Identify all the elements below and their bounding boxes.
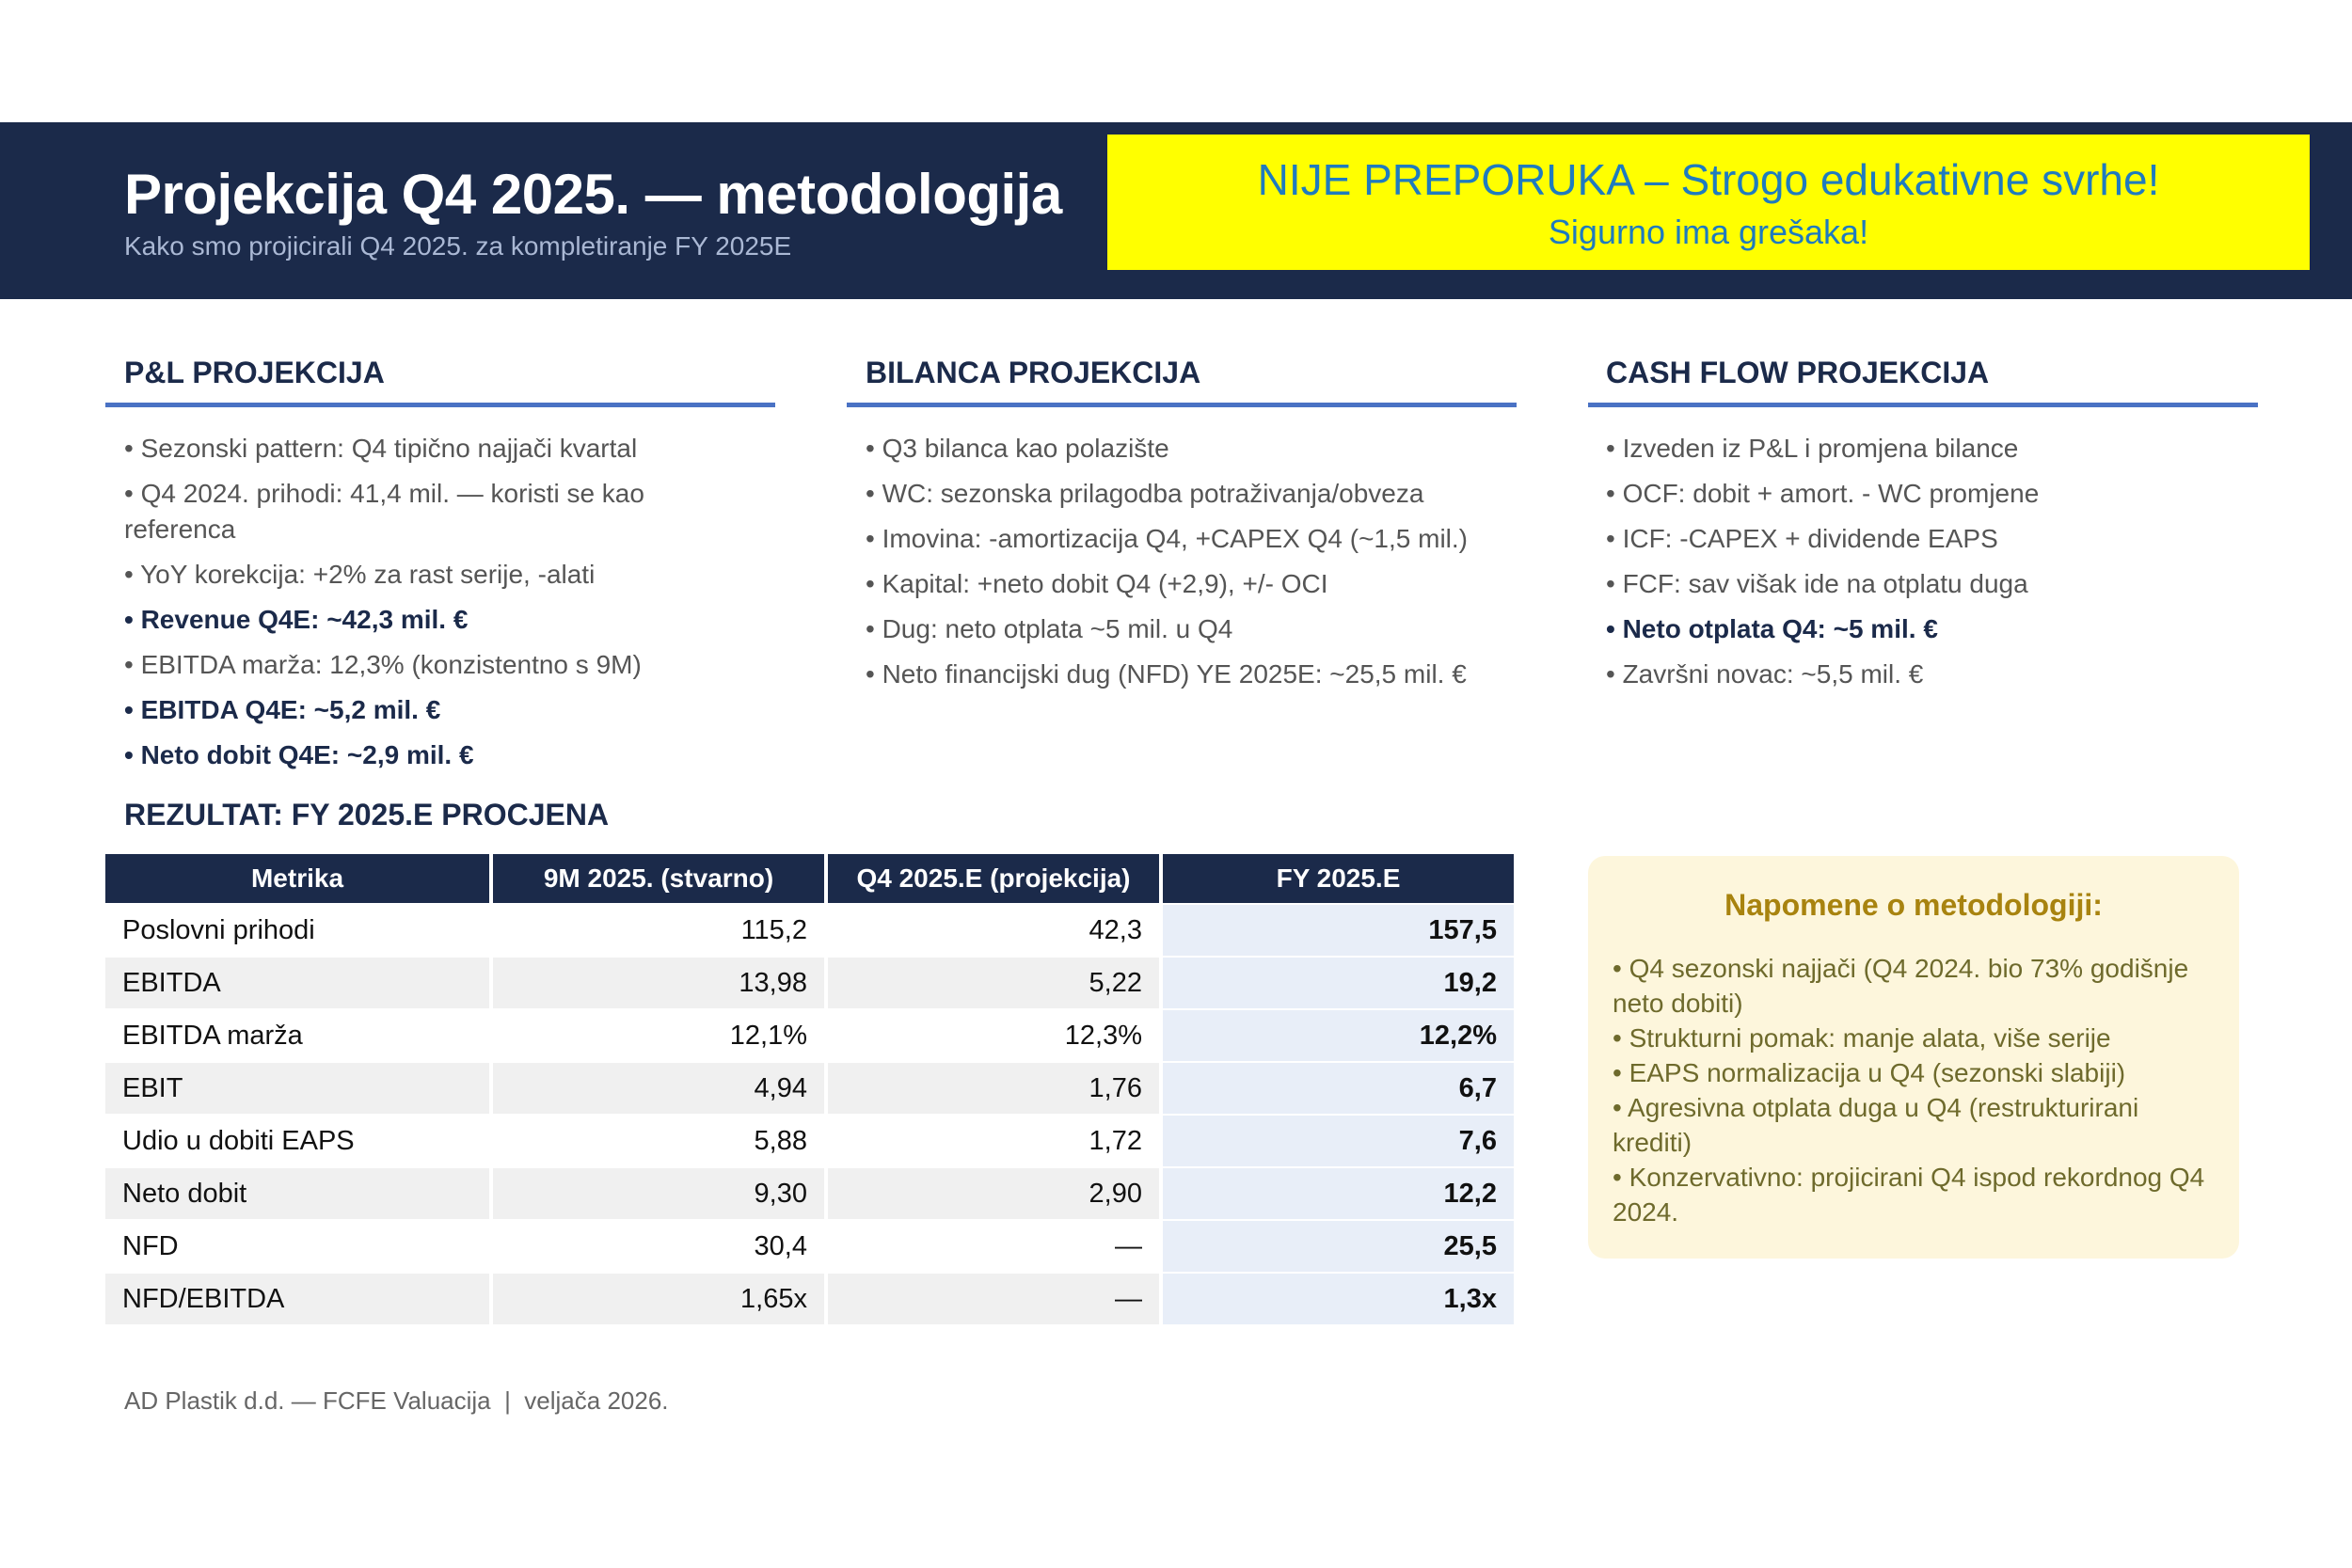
fy-cell: 25,5 (1163, 1219, 1514, 1272)
bilanca-list (866, 431, 1524, 702)
table-header-row (105, 854, 1514, 903)
list-item: • YoY korekcija: +2% za rast serije, -alati (124, 560, 596, 589)
table-row (105, 1272, 1514, 1324)
fy-cell: 12,2 (1163, 1166, 1514, 1219)
list-item: • Strukturni pomak: manje alata, više serije (1613, 1023, 2111, 1053)
table-row (105, 956, 1514, 1008)
actual-cell: 9,30 (493, 1166, 824, 1219)
disclaimer-line-2: Sigurno ima grešaka! (1548, 213, 1869, 251)
fy-cell: 6,7 (1163, 1061, 1514, 1114)
footer-text: AD Plastik d.d. — FCFE Valuacija | veljača 2026. (124, 1386, 669, 1415)
list-item: • Dug: neto otplata ~5 mil. u Q4 (866, 614, 1233, 643)
list-item: • Agresivna otplata duga u Q4 (restrukturirani krediti) (1613, 1093, 2139, 1157)
metric-cell: Poslovni prihodi (105, 903, 489, 956)
page-title: Projekcija Q4 2025. — metodologija (124, 163, 1062, 226)
actual-cell: 12,1% (493, 1008, 824, 1061)
projection-cell: — (828, 1219, 1159, 1272)
actual-cell: 4,94 (493, 1061, 824, 1114)
actual-cell: 30,4 (493, 1219, 824, 1272)
projection-cell: 1,72 (828, 1114, 1159, 1166)
projection-cell: 42,3 (828, 903, 1159, 956)
actual-cell: 5,88 (493, 1114, 824, 1166)
table-row (105, 1114, 1514, 1166)
disclaimer-banner (1107, 135, 2310, 270)
list-item: • Q3 bilanca kao polazište (866, 434, 1169, 463)
table-row (105, 903, 1514, 956)
projection-cell: 1,76 (828, 1061, 1159, 1114)
pl-divider (105, 403, 775, 407)
page-subtitle: Kako smo projicirali Q4 2025. za kompletiranje FY 2025E (124, 231, 792, 261)
bilanca-heading: BILANCA PROJEKCIJA (866, 356, 1201, 389)
metric-cell: NFD (105, 1219, 489, 1272)
methodology-notes (1588, 856, 2239, 1259)
list-item: • Neto financijski dug (NFD) YE 2025E: ~25,5 mil. € (866, 659, 1467, 689)
metric-cell: EBIT (105, 1061, 489, 1114)
cashflow-list (1606, 431, 2246, 702)
pl-list (124, 431, 726, 783)
fy-cell: 12,2% (1163, 1008, 1514, 1061)
fy-cell: 157,5 (1163, 903, 1514, 956)
fy-cell: 1,3x (1163, 1272, 1514, 1324)
list-item: • EBITDA marža: 12,3% (konzistentno s 9M) (124, 650, 642, 679)
list-item: • WC: sezonska prilagodba potraživanja/obveza (866, 479, 1424, 508)
column-header: Q4 2025.E (projekcija) (828, 854, 1159, 903)
list-item: • Konzervativno: projicirani Q4 ispod rekordnog Q4 2024. (1613, 1163, 2205, 1227)
list-item: • OCF: dobit + amort. - WC promjene (1606, 479, 2040, 508)
notes-list (1613, 951, 2215, 1229)
projection-cell: 5,22 (828, 956, 1159, 1008)
metric-cell: Neto dobit (105, 1166, 489, 1219)
metric-cell: EBITDA (105, 956, 489, 1008)
metric-cell: NFD/EBITDA (105, 1272, 489, 1324)
cashflow-divider (1588, 403, 2258, 407)
actual-cell: 115,2 (493, 903, 824, 956)
list-item: • Revenue Q4E: ~42,3 mil. € (124, 605, 469, 634)
list-item: • Q4 sezonski najjači (Q4 2024. bio 73% godišnje neto dobiti) (1613, 954, 2189, 1018)
list-item: • Završni novac: ~5,5 mil. € (1606, 659, 1924, 689)
actual-cell: 13,98 (493, 956, 824, 1008)
column-header: Metrika (105, 854, 489, 903)
list-item: • Neto dobit Q4E: ~2,9 mil. € (124, 740, 474, 769)
list-item: • Izveden iz P&L i promjena bilance (1606, 434, 2019, 463)
list-item: • Q4 2024. prihodi: 41,4 mil. — koristi se kao referenca (124, 479, 644, 544)
fy-cell: 7,6 (1163, 1114, 1514, 1166)
result-table (102, 854, 1518, 1324)
actual-cell: 1,65x (493, 1272, 824, 1324)
column-header: FY 2025.E (1163, 854, 1514, 903)
pl-heading: P&L PROJEKCIJA (124, 356, 385, 389)
list-item: • EAPS normalizacija u Q4 (sezonski slabiji) (1613, 1058, 2126, 1087)
bilanca-divider (847, 403, 1517, 407)
list-item: • EBITDA Q4E: ~5,2 mil. € (124, 695, 441, 724)
fy-cell: 19,2 (1163, 956, 1514, 1008)
notes-title: Napomene o metodologiji: (1724, 888, 2103, 922)
cashflow-heading: CASH FLOW PROJEKCIJA (1606, 356, 1990, 389)
disclaimer-line-1: NIJE PREPORUKA – Strogo edukativne svrhe! (1257, 155, 2160, 204)
projection-cell: 2,90 (828, 1166, 1159, 1219)
list-item: • FCF: sav višak ide na otplatu duga (1606, 569, 2028, 598)
list-item: • Sezonski pattern: Q4 tipično najjači kvartal (124, 434, 638, 463)
result-title: REZULTAT: FY 2025.E PROCJENA (124, 798, 610, 832)
list-item: • Imovina: -amortizacija Q4, +CAPEX Q4 (~1,5 mil.) (866, 524, 1469, 553)
table-row (105, 1061, 1514, 1114)
table-row (105, 1166, 1514, 1219)
list-item: • Neto otplata Q4: ~5 mil. € (1606, 614, 1938, 643)
list-item: • Kapital: +neto dobit Q4 (+2,9), +/- OCI (866, 569, 1328, 598)
metric-cell: Udio u dobiti EAPS (105, 1114, 489, 1166)
metric-cell: EBITDA marža (105, 1008, 489, 1061)
projection-cell: — (828, 1272, 1159, 1324)
projection-cell: 12,3% (828, 1008, 1159, 1061)
table-row (105, 1008, 1514, 1061)
list-item: • ICF: -CAPEX + dividende EAPS (1606, 524, 1998, 553)
table-row (105, 1219, 1514, 1272)
column-header: 9M 2025. (stvarno) (493, 854, 824, 903)
